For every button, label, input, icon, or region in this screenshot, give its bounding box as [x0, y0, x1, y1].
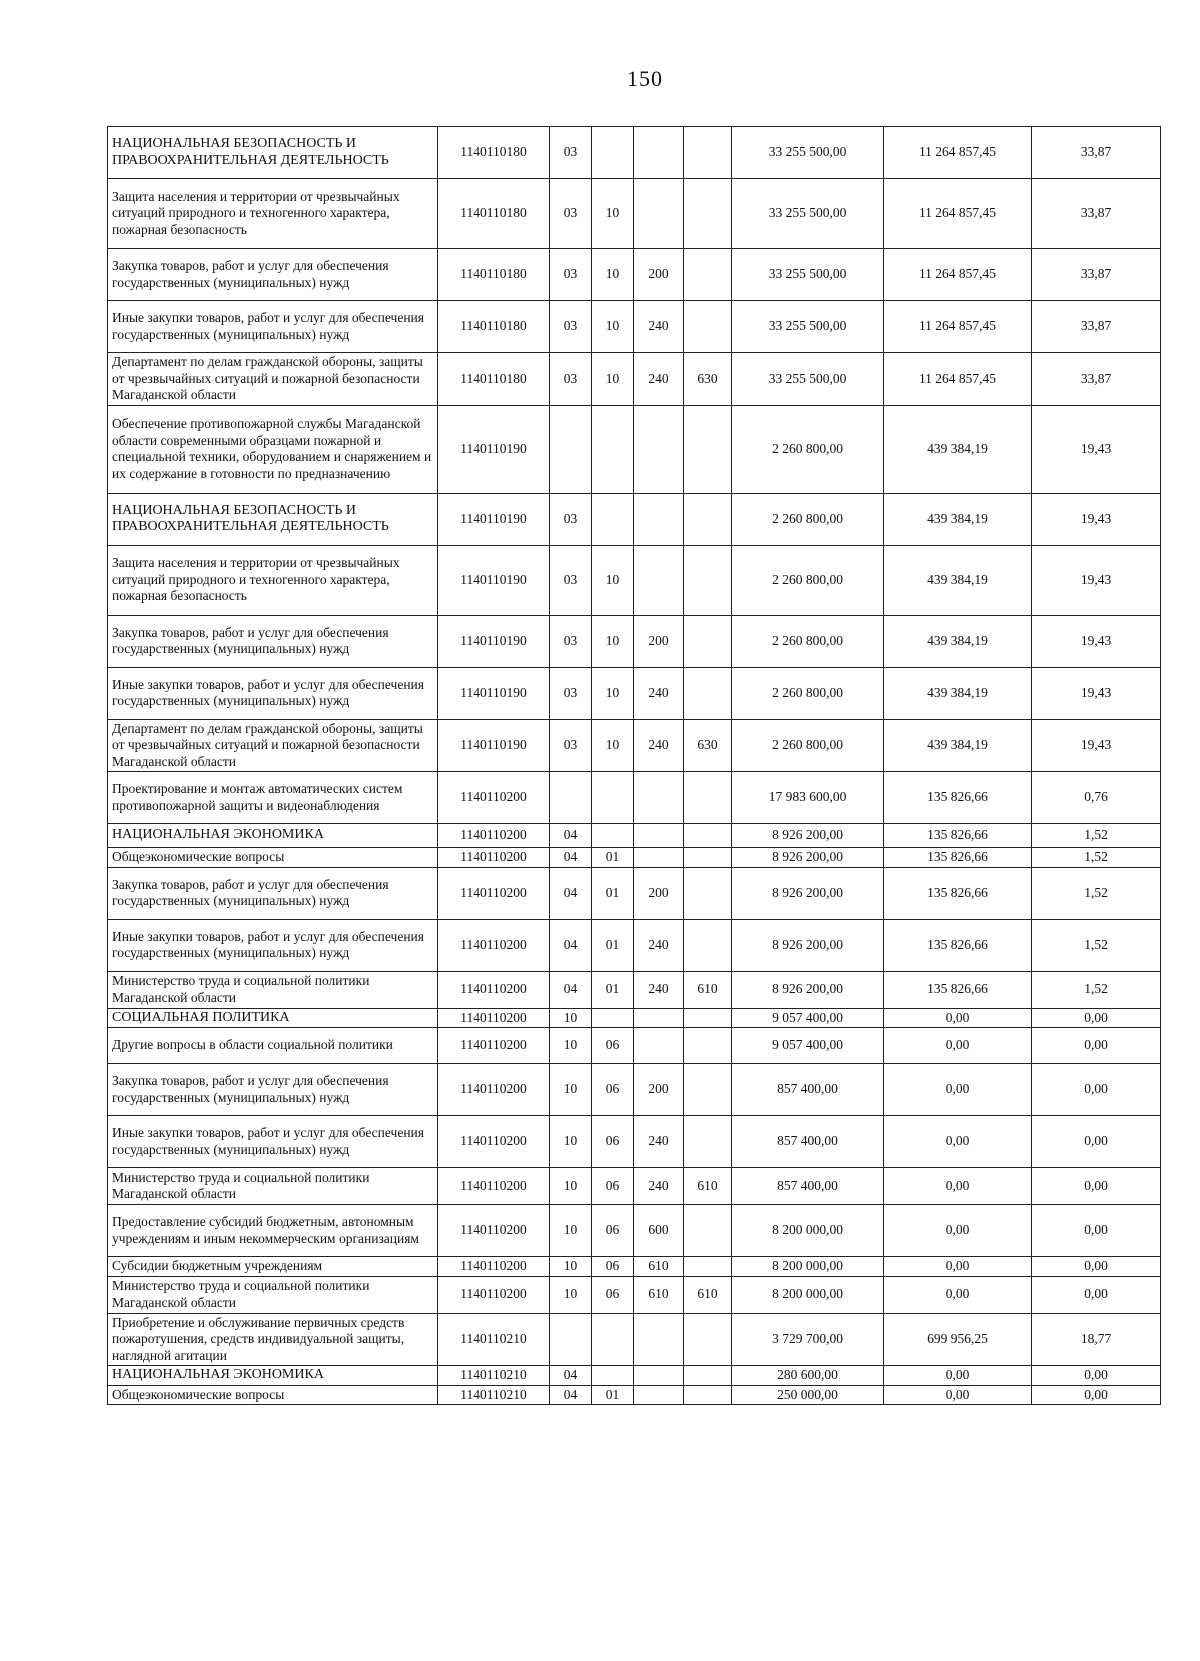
table-row [108, 1168, 1161, 1205]
expense-type-cell: 240 [634, 301, 684, 353]
subsection-cell: 10 [592, 249, 634, 301]
target-article-cell: 1140110190 [438, 405, 550, 493]
execution-percent-cell: 33,87 [1032, 353, 1161, 406]
execution-percent-cell: 18,77 [1032, 1313, 1161, 1366]
admin-code-cell [684, 179, 732, 249]
subsection-cell [592, 1366, 634, 1386]
execution-percent-cell: 1,52 [1032, 919, 1161, 971]
execution-percent-cell: 0,00 [1032, 1205, 1161, 1257]
subsection-cell [592, 772, 634, 824]
actual-amount-cell: 0,00 [884, 1116, 1032, 1168]
item-name-cell: Закупка товаров, работ и услуг для обеспечения государственных (муниципальных) нужд [108, 867, 438, 919]
planned-amount-cell: 8 926 200,00 [732, 867, 884, 919]
planned-amount-cell: 33 255 500,00 [732, 179, 884, 249]
item-name-cell: Иные закупки товаров, работ и услуг для обеспечения государственных (муниципальных) нужд [108, 667, 438, 719]
admin-code-cell [684, 1116, 732, 1168]
execution-percent-cell: 1,52 [1032, 971, 1161, 1008]
expense-type-cell [634, 1366, 684, 1386]
target-article-cell: 1140110190 [438, 667, 550, 719]
target-article-cell: 1140110180 [438, 127, 550, 179]
planned-amount-cell: 8 200 000,00 [732, 1276, 884, 1313]
execution-percent-cell: 19,43 [1032, 493, 1161, 545]
section-cell: 10 [550, 1064, 592, 1116]
subsection-cell: 10 [592, 179, 634, 249]
target-article-cell: 1140110180 [438, 353, 550, 406]
expense-type-cell [634, 545, 684, 615]
subsection-cell [592, 405, 634, 493]
execution-percent-cell: 19,43 [1032, 667, 1161, 719]
target-article-cell: 1140110200 [438, 867, 550, 919]
table-row [108, 249, 1161, 301]
planned-amount-cell: 2 260 800,00 [732, 493, 884, 545]
target-article-cell: 1140110190 [438, 615, 550, 667]
expense-type-cell [634, 772, 684, 824]
target-article-cell: 1140110200 [438, 1008, 550, 1028]
item-name-cell: Иные закупки товаров, работ и услуг для обеспечения государственных (муниципальных) нужд [108, 919, 438, 971]
expense-type-cell [634, 405, 684, 493]
expense-type-cell: 200 [634, 615, 684, 667]
actual-amount-cell: 699 956,25 [884, 1313, 1032, 1366]
execution-percent-cell: 0,00 [1032, 1116, 1161, 1168]
target-article-cell: 1140110200 [438, 1276, 550, 1313]
item-name-cell: Закупка товаров, работ и услуг для обеспечения государственных (муниципальных) нужд [108, 615, 438, 667]
section-cell: 10 [550, 1205, 592, 1257]
expense-type-cell [634, 179, 684, 249]
subsection-cell: 10 [592, 719, 634, 772]
expense-type-cell [634, 1008, 684, 1028]
section-cell: 04 [550, 824, 592, 848]
section-cell [550, 405, 592, 493]
table-row [108, 919, 1161, 971]
target-article-cell: 1140110200 [438, 772, 550, 824]
admin-code-cell: 610 [684, 1168, 732, 1205]
actual-amount-cell: 11 264 857,45 [884, 127, 1032, 179]
table-row [108, 545, 1161, 615]
table-row [108, 493, 1161, 545]
section-cell [550, 772, 592, 824]
table-row [108, 127, 1161, 179]
planned-amount-cell: 2 260 800,00 [732, 405, 884, 493]
expense-type-cell [634, 848, 684, 868]
expense-type-cell: 240 [634, 719, 684, 772]
table-row [108, 772, 1161, 824]
item-name-cell: НАЦИОНАЛЬНАЯ БЕЗОПАСНОСТЬ И ПРАВООХРАНИТЕЛЬНАЯ ДЕЯТЕЛЬНОСТЬ [108, 493, 438, 545]
section-cell: 10 [550, 1028, 592, 1064]
actual-amount-cell: 135 826,66 [884, 867, 1032, 919]
admin-code-cell [684, 301, 732, 353]
admin-code-cell [684, 545, 732, 615]
planned-amount-cell: 857 400,00 [732, 1168, 884, 1205]
actual-amount-cell: 439 384,19 [884, 719, 1032, 772]
subsection-cell: 10 [592, 353, 634, 406]
section-cell: 03 [550, 179, 592, 249]
section-cell: 10 [550, 1276, 592, 1313]
planned-amount-cell: 3 729 700,00 [732, 1313, 884, 1366]
table-row [108, 1028, 1161, 1064]
expense-type-cell [634, 1385, 684, 1405]
actual-amount-cell: 439 384,19 [884, 405, 1032, 493]
subsection-cell: 01 [592, 971, 634, 1008]
planned-amount-cell: 280 600,00 [732, 1366, 884, 1386]
item-name-cell: Другие вопросы в области социальной политики [108, 1028, 438, 1064]
admin-code-cell: 630 [684, 719, 732, 772]
expense-type-cell: 200 [634, 1064, 684, 1116]
planned-amount-cell: 33 255 500,00 [732, 353, 884, 406]
item-name-cell: Министерство труда и социальной политики Магаданской области [108, 1168, 438, 1205]
execution-percent-cell: 0,00 [1032, 1008, 1161, 1028]
expense-type-cell: 610 [634, 1257, 684, 1277]
target-article-cell: 1140110210 [438, 1366, 550, 1386]
table-row [108, 179, 1161, 249]
subsection-cell [592, 824, 634, 848]
execution-percent-cell: 33,87 [1032, 249, 1161, 301]
target-article-cell: 1140110190 [438, 545, 550, 615]
admin-code-cell [684, 1028, 732, 1064]
admin-code-cell [684, 249, 732, 301]
actual-amount-cell: 135 826,66 [884, 824, 1032, 848]
item-name-cell: Министерство труда и социальной политики Магаданской области [108, 1276, 438, 1313]
admin-code-cell [684, 493, 732, 545]
target-article-cell: 1140110180 [438, 249, 550, 301]
item-name-cell: Закупка товаров, работ и услуг для обеспечения государственных (муниципальных) нужд [108, 1064, 438, 1116]
target-article-cell: 1140110200 [438, 848, 550, 868]
admin-code-cell [684, 824, 732, 848]
target-article-cell: 1140110200 [438, 1168, 550, 1205]
target-article-cell: 1140110200 [438, 971, 550, 1008]
admin-code-cell [684, 1257, 732, 1277]
table-row [108, 719, 1161, 772]
planned-amount-cell: 857 400,00 [732, 1064, 884, 1116]
item-name-cell: СОЦИАЛЬНАЯ ПОЛИТИКА [108, 1008, 438, 1028]
subsection-cell: 10 [592, 545, 634, 615]
section-cell: 04 [550, 848, 592, 868]
expense-type-cell: 240 [634, 667, 684, 719]
expense-type-cell: 600 [634, 1205, 684, 1257]
actual-amount-cell: 439 384,19 [884, 615, 1032, 667]
target-article-cell: 1140110200 [438, 824, 550, 848]
table-row [108, 824, 1161, 848]
table-row [108, 1385, 1161, 1405]
actual-amount-cell: 135 826,66 [884, 848, 1032, 868]
table-row [108, 848, 1161, 868]
subsection-cell: 06 [592, 1276, 634, 1313]
actual-amount-cell: 0,00 [884, 1205, 1032, 1257]
planned-amount-cell: 9 057 400,00 [732, 1028, 884, 1064]
item-name-cell: Обеспечение противопожарной службы Магаданской области современными образцами пожарной и специальной техники, оборудованием и снаряжением и их содержание в готовности по предназначению [108, 405, 438, 493]
expense-type-cell [634, 1313, 684, 1366]
execution-percent-cell: 19,43 [1032, 719, 1161, 772]
actual-amount-cell: 439 384,19 [884, 667, 1032, 719]
subsection-cell: 10 [592, 667, 634, 719]
table-row [108, 1276, 1161, 1313]
admin-code-cell: 630 [684, 353, 732, 406]
admin-code-cell: 610 [684, 1276, 732, 1313]
admin-code-cell [684, 1064, 732, 1116]
subsection-cell: 06 [592, 1257, 634, 1277]
execution-percent-cell: 0,76 [1032, 772, 1161, 824]
expense-type-cell: 240 [634, 971, 684, 1008]
admin-code-cell [684, 127, 732, 179]
subsection-cell: 10 [592, 301, 634, 353]
subsection-cell: 06 [592, 1064, 634, 1116]
actual-amount-cell: 439 384,19 [884, 493, 1032, 545]
expense-type-cell: 240 [634, 919, 684, 971]
execution-percent-cell: 1,52 [1032, 824, 1161, 848]
planned-amount-cell: 33 255 500,00 [732, 127, 884, 179]
item-name-cell: Иные закупки товаров, работ и услуг для обеспечения государственных (муниципальных) нужд [108, 301, 438, 353]
table-row [108, 667, 1161, 719]
execution-percent-cell: 1,52 [1032, 867, 1161, 919]
execution-percent-cell: 19,43 [1032, 405, 1161, 493]
subsection-cell: 01 [592, 919, 634, 971]
section-cell: 10 [550, 1008, 592, 1028]
planned-amount-cell: 2 260 800,00 [732, 545, 884, 615]
section-cell: 03 [550, 127, 592, 179]
item-name-cell: Департамент по делам гражданской обороны, защиты от чрезвычайных ситуаций и пожарной безопасности Магаданской области [108, 719, 438, 772]
table-row [108, 1008, 1161, 1028]
item-name-cell: Проектирование и монтаж автоматических систем противопожарной защиты и видеонаблюдения [108, 772, 438, 824]
expense-type-cell: 240 [634, 1116, 684, 1168]
actual-amount-cell: 0,00 [884, 1168, 1032, 1205]
budget-table-body [108, 127, 1161, 1405]
actual-amount-cell: 0,00 [884, 1008, 1032, 1028]
table-row [108, 301, 1161, 353]
table-row [108, 1064, 1161, 1116]
item-name-cell: Иные закупки товаров, работ и услуг для обеспечения государственных (муниципальных) нужд [108, 1116, 438, 1168]
section-cell: 10 [550, 1116, 592, 1168]
section-cell: 03 [550, 301, 592, 353]
expense-type-cell [634, 1028, 684, 1064]
subsection-cell: 01 [592, 848, 634, 868]
planned-amount-cell: 9 057 400,00 [732, 1008, 884, 1028]
target-article-cell: 1140110210 [438, 1313, 550, 1366]
section-cell: 03 [550, 615, 592, 667]
target-article-cell: 1140110210 [438, 1385, 550, 1405]
planned-amount-cell: 8 926 200,00 [732, 848, 884, 868]
admin-code-cell [684, 1313, 732, 1366]
section-cell: 03 [550, 493, 592, 545]
item-name-cell: Департамент по делам гражданской обороны, защиты от чрезвычайных ситуаций и пожарной безопасности Магаданской области [108, 353, 438, 406]
table-row [108, 1313, 1161, 1366]
planned-amount-cell: 250 000,00 [732, 1385, 884, 1405]
admin-code-cell [684, 848, 732, 868]
execution-percent-cell: 0,00 [1032, 1385, 1161, 1405]
item-name-cell: НАЦИОНАЛЬНАЯ БЕЗОПАСНОСТЬ И ПРАВООХРАНИТЕЛЬНАЯ ДЕЯТЕЛЬНОСТЬ [108, 127, 438, 179]
table-row [108, 1205, 1161, 1257]
planned-amount-cell: 17 983 600,00 [732, 772, 884, 824]
subsection-cell: 10 [592, 615, 634, 667]
item-name-cell: НАЦИОНАЛЬНАЯ ЭКОНОМИКА [108, 824, 438, 848]
table-row [108, 1366, 1161, 1386]
admin-code-cell [684, 1366, 732, 1386]
planned-amount-cell: 33 255 500,00 [732, 301, 884, 353]
planned-amount-cell: 8 926 200,00 [732, 824, 884, 848]
expense-type-cell: 610 [634, 1276, 684, 1313]
execution-percent-cell: 19,43 [1032, 615, 1161, 667]
subsection-cell [592, 493, 634, 545]
table-row [108, 1257, 1161, 1277]
admin-code-cell [684, 1008, 732, 1028]
admin-code-cell [684, 1205, 732, 1257]
item-name-cell: Закупка товаров, работ и услуг для обеспечения государственных (муниципальных) нужд [108, 249, 438, 301]
planned-amount-cell: 8 926 200,00 [732, 919, 884, 971]
admin-code-cell [684, 867, 732, 919]
table-row [108, 405, 1161, 493]
admin-code-cell [684, 615, 732, 667]
target-article-cell: 1140110180 [438, 301, 550, 353]
item-name-cell: Субсидии бюджетным учреждениям [108, 1257, 438, 1277]
planned-amount-cell: 8 200 000,00 [732, 1205, 884, 1257]
execution-percent-cell: 33,87 [1032, 301, 1161, 353]
expense-type-cell: 240 [634, 353, 684, 406]
target-article-cell: 1140110200 [438, 1257, 550, 1277]
target-article-cell: 1140110190 [438, 719, 550, 772]
expense-type-cell [634, 493, 684, 545]
planned-amount-cell: 2 260 800,00 [732, 615, 884, 667]
execution-percent-cell: 19,43 [1032, 545, 1161, 615]
table-row [108, 867, 1161, 919]
section-cell [550, 1313, 592, 1366]
admin-code-cell [684, 405, 732, 493]
target-article-cell: 1140110200 [438, 1205, 550, 1257]
expense-type-cell: 200 [634, 867, 684, 919]
execution-percent-cell: 33,87 [1032, 179, 1161, 249]
section-cell: 04 [550, 867, 592, 919]
budget-table [107, 126, 1161, 1405]
subsection-cell [592, 1008, 634, 1028]
item-name-cell: Защита населения и территории от чрезвычайных ситуаций природного и техногенного характера, пожарная безопасность [108, 545, 438, 615]
planned-amount-cell: 2 260 800,00 [732, 667, 884, 719]
actual-amount-cell: 0,00 [884, 1366, 1032, 1386]
execution-percent-cell: 0,00 [1032, 1028, 1161, 1064]
section-cell: 04 [550, 1366, 592, 1386]
admin-code-cell [684, 772, 732, 824]
planned-amount-cell: 33 255 500,00 [732, 249, 884, 301]
planned-amount-cell: 857 400,00 [732, 1116, 884, 1168]
item-name-cell: Предоставление субсидий бюджетным, автономным учреждениям и иным некоммерческим организациям [108, 1205, 438, 1257]
expense-type-cell: 200 [634, 249, 684, 301]
table-row [108, 353, 1161, 406]
actual-amount-cell: 0,00 [884, 1276, 1032, 1313]
section-cell: 03 [550, 353, 592, 406]
execution-percent-cell: 1,52 [1032, 848, 1161, 868]
execution-percent-cell: 0,00 [1032, 1064, 1161, 1116]
section-cell: 10 [550, 1257, 592, 1277]
admin-code-cell [684, 1385, 732, 1405]
subsection-cell [592, 127, 634, 179]
actual-amount-cell: 135 826,66 [884, 919, 1032, 971]
item-name-cell: НАЦИОНАЛЬНАЯ ЭКОНОМИКА [108, 1366, 438, 1386]
actual-amount-cell: 0,00 [884, 1028, 1032, 1064]
subsection-cell: 06 [592, 1168, 634, 1205]
actual-amount-cell: 11 264 857,45 [884, 249, 1032, 301]
execution-percent-cell: 0,00 [1032, 1168, 1161, 1205]
section-cell: 10 [550, 1168, 592, 1205]
actual-amount-cell: 439 384,19 [884, 545, 1032, 615]
actual-amount-cell: 0,00 [884, 1385, 1032, 1405]
section-cell: 04 [550, 1385, 592, 1405]
item-name-cell: Приобретение и обслуживание первичных средств пожаротушения, средств индивидуальной защиты, наглядной агитации [108, 1313, 438, 1366]
subsection-cell: 01 [592, 1385, 634, 1405]
target-article-cell: 1140110200 [438, 1028, 550, 1064]
target-article-cell: 1140110190 [438, 493, 550, 545]
admin-code-cell: 610 [684, 971, 732, 1008]
subsection-cell: 01 [592, 867, 634, 919]
actual-amount-cell: 0,00 [884, 1257, 1032, 1277]
section-cell: 04 [550, 919, 592, 971]
admin-code-cell [684, 667, 732, 719]
subsection-cell: 06 [592, 1116, 634, 1168]
execution-percent-cell: 0,00 [1032, 1366, 1161, 1386]
page-number: 150 [627, 66, 663, 91]
subsection-cell: 06 [592, 1028, 634, 1064]
item-name-cell: Министерство труда и социальной политики Магаданской области [108, 971, 438, 1008]
admin-code-cell [684, 919, 732, 971]
execution-percent-cell: 0,00 [1032, 1257, 1161, 1277]
expense-type-cell: 240 [634, 1168, 684, 1205]
execution-percent-cell: 33,87 [1032, 127, 1161, 179]
section-cell: 03 [550, 249, 592, 301]
actual-amount-cell: 11 264 857,45 [884, 353, 1032, 406]
planned-amount-cell: 8 926 200,00 [732, 971, 884, 1008]
item-name-cell: Защита населения и территории от чрезвычайных ситуаций природного и техногенного характера, пожарная безопасность [108, 179, 438, 249]
section-cell: 03 [550, 667, 592, 719]
planned-amount-cell: 2 260 800,00 [732, 719, 884, 772]
table-row [108, 971, 1161, 1008]
section-cell: 03 [550, 545, 592, 615]
item-name-cell: Общеэкономические вопросы [108, 1385, 438, 1405]
section-cell: 04 [550, 971, 592, 1008]
item-name-cell: Общеэкономические вопросы [108, 848, 438, 868]
actual-amount-cell: 135 826,66 [884, 772, 1032, 824]
target-article-cell: 1140110180 [438, 179, 550, 249]
planned-amount-cell: 8 200 000,00 [732, 1257, 884, 1277]
section-cell: 03 [550, 719, 592, 772]
subsection-cell: 06 [592, 1205, 634, 1257]
actual-amount-cell: 135 826,66 [884, 971, 1032, 1008]
table-row [108, 1116, 1161, 1168]
target-article-cell: 1140110200 [438, 1116, 550, 1168]
execution-percent-cell: 0,00 [1032, 1276, 1161, 1313]
actual-amount-cell: 0,00 [884, 1064, 1032, 1116]
target-article-cell: 1140110200 [438, 919, 550, 971]
actual-amount-cell: 11 264 857,45 [884, 301, 1032, 353]
table-row [108, 615, 1161, 667]
subsection-cell [592, 1313, 634, 1366]
actual-amount-cell: 11 264 857,45 [884, 179, 1032, 249]
expense-type-cell [634, 127, 684, 179]
target-article-cell: 1140110200 [438, 1064, 550, 1116]
expense-type-cell [634, 824, 684, 848]
